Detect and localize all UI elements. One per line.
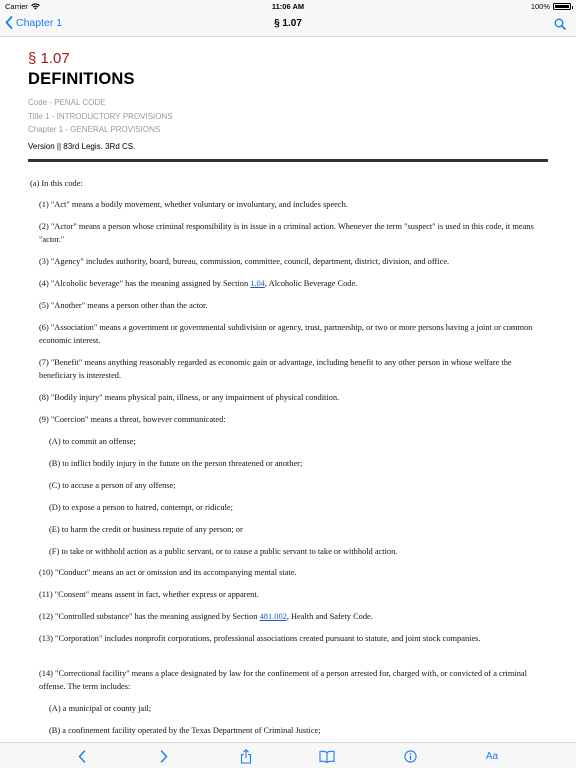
section-header — [28, 50, 548, 151]
paragraph-7: (7) "Benefit" means anything reasonably regarded as economic gain or advantage, including benefit to any other person in whose welfare the beneficiary is interested. — [39, 358, 512, 380]
paragraph-4-text: (4) "Alcoholic beverage" has the meaning assigned by Section — [39, 279, 251, 288]
back-button-label: Chapter 1 — [16, 16, 63, 29]
paragraph-4-tail: , Alcoholic Beverage Code. — [264, 279, 358, 288]
info-button[interactable] — [400, 747, 420, 765]
section-link-1-04[interactable]: 1.04 — [250, 279, 265, 288]
paragraph-10: (10) "Conduct" means an act or omission and its accompanying mental state. — [39, 568, 297, 577]
bottom-toolbar — [0, 742, 576, 768]
battery-icon — [553, 3, 571, 10]
paragraph-a: (a) In this code: — [30, 179, 83, 188]
section-title: DEFINITIONS — [28, 70, 135, 88]
status-right — [531, 2, 571, 11]
chevron-left-icon — [78, 750, 86, 763]
paragraph-13: (13) "Corporation" includes nonprofit corporations, professional associations created pursuant to statute, and joint stock companies. — [39, 634, 481, 643]
paragraph-9: (9) "Coercion" means a threat, however communicated: — [39, 415, 226, 424]
navigation-bar — [0, 12, 576, 37]
title-line: Title 1 - INTRODUCTORY PROVISIONS — [28, 111, 173, 121]
paragraph-1: (1) "Act" means a bodily movement, whether voluntary or involuntary, and includes speech. — [39, 200, 348, 209]
section-meta — [28, 96, 548, 137]
version-line: Version || 83rd Legis. 3Rd CS. — [28, 141, 136, 151]
info-icon — [404, 750, 417, 763]
paragraph-14-a: (A) a municipal or county jail; — [49, 704, 152, 713]
search-icon — [554, 18, 566, 30]
code-line: Code - PENAL CODE — [28, 98, 106, 107]
text-size-button[interactable] — [482, 747, 502, 765]
book-icon — [319, 750, 335, 763]
paragraph-14: (14) "Correctional facility" means a place designated by law for the confinement of a person arrested for, charged with, or convicted of a criminal offense. The term includes: — [39, 669, 527, 691]
paragraph-8: (8) "Bodily injury" means physical pain, illness, or any impairment of physical condition. — [39, 393, 340, 402]
status-time: 11:06 AM — [271, 2, 305, 11]
battery-percent: 100% — [530, 2, 550, 11]
text-size-label: Aa — [485, 750, 499, 762]
nav-title: § 1.07 — [274, 18, 302, 29]
paragraph-4 — [39, 277, 549, 290]
paragraph-11: (11) "Consent" means assent in fact, whether express or apparent. — [39, 590, 259, 599]
paragraph-9-c: (C) to accuse a person of any offense; — [49, 481, 176, 490]
carrier-label: Carrier — [5, 2, 28, 11]
paragraph-12 — [39, 610, 549, 623]
next-section-button[interactable] — [154, 747, 174, 765]
paragraph-9-e: (E) to harm the credit or business repute of any person; or — [49, 525, 243, 534]
paragraph-9-d: (D) to expose a person to hatred, contempt, or ridicule; — [49, 503, 233, 512]
paragraph-6: (6) "Association" means a government or governmental subdivision or agency, trust, partnership, or two or more persons having a joint or common economic interest. — [39, 323, 533, 345]
chapter-line: Chapter 1 - GENERAL PROVISIONS — [28, 125, 161, 134]
section-number: § 1.07 — [28, 50, 70, 67]
paragraph-9-f: (F) to take or withhold action as a public servant, or to cause a public servant to take or withhold action. — [49, 547, 398, 556]
bookmarks-button[interactable] — [317, 747, 337, 765]
share-icon — [240, 749, 252, 764]
chevron-right-icon — [160, 750, 168, 763]
paragraph-9-b: (B) to inflict bodily injury in the future on the person threatened or another; — [49, 459, 303, 468]
status-bar — [0, 0, 576, 12]
paragraph-5: (5) "Another" means a person other than the actor. — [39, 301, 208, 310]
share-button[interactable] — [236, 747, 256, 765]
paragraph-2: (2) "Actor" means a person whose criminal responsibility is in issue in a criminal action. Whenever the term "suspect" is used in this code, it means "actor." — [39, 222, 534, 244]
paragraph-9-a: (A) to commit an offense; — [49, 437, 136, 446]
previous-section-button[interactable] — [72, 747, 92, 765]
paragraph-3: (3) "Agency" includes authority, board, bureau, commission, committee, council, department, district, division, and office. — [39, 257, 450, 266]
section-link-481-002[interactable]: 481.002 — [259, 612, 287, 621]
paragraph-12-text: (12) "Controlled substance" has the meaning assigned by Section — [39, 612, 260, 621]
paragraph-12-tail: , Health and Safety Code. — [286, 612, 373, 621]
search-button[interactable] — [554, 17, 566, 35]
paragraph-14-b: (B) a confinement facility operated by the Texas Department of Criminal Justice; — [49, 726, 321, 735]
header-divider — [28, 159, 548, 162]
